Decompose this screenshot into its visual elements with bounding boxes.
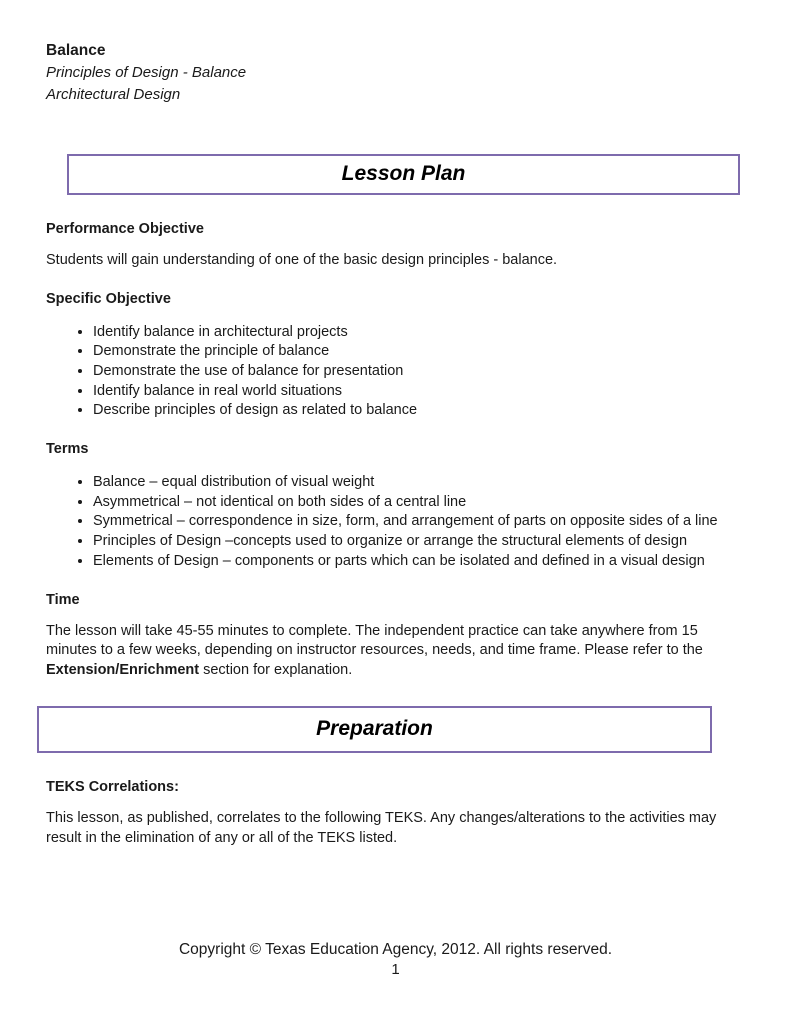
- teks-correlations-heading: TEKS Correlations:: [46, 779, 179, 796]
- preparation-banner: Preparation: [37, 706, 712, 753]
- list-item: • Describe principles of design as related to balance: [93, 401, 745, 421]
- terms-heading: Terms: [46, 441, 89, 458]
- list-item: • Demonstrate the principle of balance: [93, 342, 745, 362]
- teks-correlations-body: This lesson, as published, correlates to the following TEKS. Any changes/alterations to the activities may result in the elimination of any or all of the TEKS listed.: [46, 810, 717, 846]
- specific-objective-list: [46, 323, 745, 422]
- list-item: • Elements of Design – components or parts which can be isolated and defined in a visual design: [93, 552, 745, 572]
- specific-objective-heading: Specific Objective: [46, 290, 171, 307]
- time-body-text-end: section for explanation.: [199, 661, 353, 678]
- list-item: • Balance – equal distribution of visual weight: [93, 473, 745, 493]
- terms-list: [46, 473, 745, 572]
- page-number: 1: [391, 961, 400, 978]
- extension-enrichment-ref: Extension/Enrichment: [46, 661, 200, 678]
- lesson-plan-banner: Lesson Plan: [67, 154, 740, 195]
- time-body: [46, 622, 745, 681]
- list-item: • Asymmetrical – not identical on both sides of a central line: [93, 493, 745, 513]
- list-item: • Symmetrical – correspondence in size, form, and arrangement of parts on opposite sides of a line: [93, 512, 745, 532]
- doc-title: Balance: [46, 42, 106, 59]
- time-heading: Time: [46, 591, 80, 608]
- list-item: • Demonstrate the use of balance for presentation: [93, 362, 745, 382]
- doc-subtitle-course: Principles of Design - Balance: [46, 64, 247, 81]
- copyright-line: Copyright © Texas Education Agency, 2012. All rights reserved.: [178, 941, 613, 958]
- performance-objective-body: Students will gain understanding of one of the basic design principles - balance.: [46, 252, 558, 268]
- doc-subtitle-subject: Architectural Design: [46, 86, 181, 103]
- list-item: • Principles of Design –concepts used to organize or arrange the structural elements of design: [93, 532, 745, 552]
- page-footer: [0, 940, 791, 979]
- list-item: • Identify balance in real world situations: [93, 382, 745, 402]
- time-body-text: The lesson will take 45-55 minutes to complete. The independent practice can take anywhere from 15 minutes to a few weeks, depending on instructor resources, needs, and time frame. Please refer to the: [46, 622, 703, 659]
- performance-objective-heading: Performance Objective: [46, 221, 204, 237]
- list-item: • Identify balance in architectural projects: [93, 323, 745, 343]
- doc-header: [46, 40, 745, 106]
